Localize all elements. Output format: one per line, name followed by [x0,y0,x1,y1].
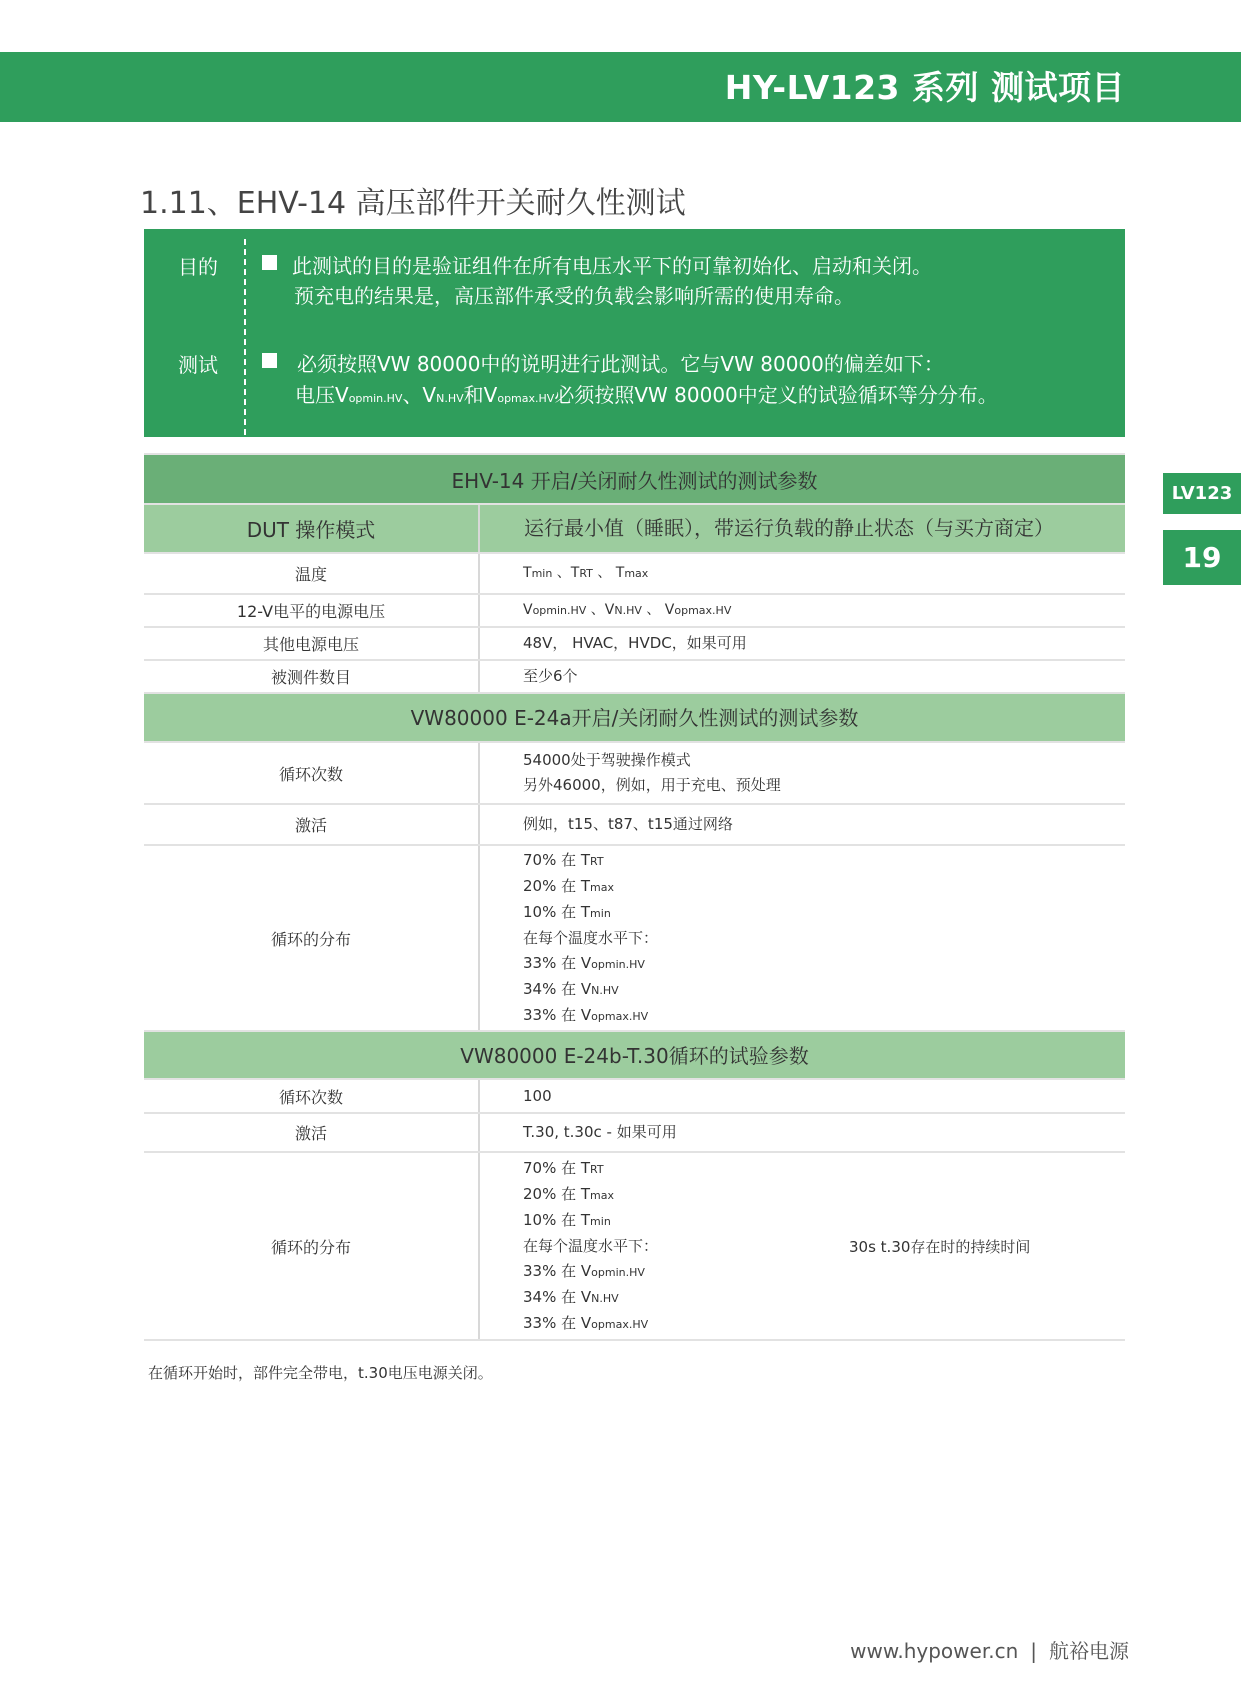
table-row [144,1114,1125,1153]
table-row [144,1080,1125,1114]
table-row [144,628,1125,661]
row-label: 被测件数目 [144,661,480,692]
table-row [144,743,1125,805]
table-row [144,805,1125,846]
footer [850,1635,1129,1664]
footer-url[interactable]: www.hypower.cn [850,1639,1019,1663]
table-header-row [144,505,1125,554]
test-parameter-table [144,453,1125,1341]
value-line: 33% 在 Vopmin.HV [523,953,645,972]
table-row [144,1153,1125,1341]
bullet-square-icon [262,255,277,270]
purpose-box [144,229,1125,437]
row-value: 至少6个 [523,667,578,685]
row-label: 12-V电平的电源电压 [144,595,480,626]
value-line: 在每个温度水平下： [523,928,659,947]
value-line: 33% 在 Vopmax.HV [523,1005,649,1024]
footnote: 在循环开始时，部件完全带电，t.30电压电源关闭。 [148,1364,493,1382]
value-line: 20% 在 Tmax [523,876,615,895]
value-line: 34% 在 VN.HV [523,1287,619,1306]
footer-company: 航裕电源 [1049,1639,1129,1663]
table-title: EHV-14 开启/关闭耐久性测试的测试参数 [144,453,1125,505]
table-row [144,661,1125,694]
row-label: 激活 [144,805,480,844]
row-value: Vopmin.HV 、VN.HV 、 Vopmax.HV [523,602,732,618]
value-line: 54000处于驾驶操作模式 [523,751,691,769]
row-label: 循环次数 [144,1080,480,1112]
table-row [144,554,1125,595]
value-line: 在每个温度水平下： [523,1236,659,1255]
row-value: 100 [523,1086,552,1105]
header-right: 运行最小值（睡眠），带运行负载的静止状态（与买方商定） [524,516,1054,540]
page-number: 19 [1163,530,1241,585]
bullet-square-icon [262,353,277,368]
row-label: 循环的分布 [144,846,480,1030]
row-label: 温度 [144,554,480,593]
duration-note: 30s t.30存在时的持续时间 [849,1237,1031,1256]
value-line: 70% 在 TRT [523,1158,604,1177]
row-value: T.30, t.30c - 如果可用 [523,1123,677,1141]
row-value: Tmin 、TRT 、 Tmax [523,565,649,581]
footer-separator: | [1030,1639,1037,1663]
value-line: 70% 在 TRT [523,850,604,869]
purpose-label: 目的 [178,255,218,279]
header-bar [0,52,1241,122]
row-value: 48V， HVAC，HVDC，如果可用 [523,634,747,652]
value-line: 10% 在 Tmin [523,902,611,921]
side-tab-label: LV123 [1163,473,1241,514]
table-section-title: VW80000 E-24b-T.30循环的试验参数 [144,1032,1125,1080]
value-line: 20% 在 Tmax [523,1184,615,1203]
row-label: 循环次数 [144,743,480,803]
row-label: 循环的分布 [144,1153,480,1339]
value-line: 另外46000，例如，用于充电、预处理 [523,776,781,794]
table-section-title: VW80000 E-24a开启/关闭耐久性测试的测试参数 [144,694,1125,743]
value-line: 10% 在 Tmin [523,1210,611,1229]
row-value [523,846,1125,1030]
table-row [144,846,1125,1032]
header-title: HY-LV123 系列 测试项目 [724,68,1125,107]
test-line: 电压Vopmin.HV、VN.HV和Vopmax.HV必须按照VW 80000中定义的试验循环等分分布。 [295,383,998,407]
section-title: 1.11、EHV-14 高压部件开关耐久性测试 [140,186,686,221]
value-line: 34% 在 VN.HV [523,979,619,998]
value-line: 33% 在 Vopmin.HV [523,1261,645,1280]
row-value: 例如，t15、t87、t15通过网络 [523,815,733,833]
test-label: 测试 [178,353,218,377]
purpose-line: 此测试的目的是验证组件在所有电压水平下的可靠初始化、启动和关闭。 [292,254,932,278]
row-value [523,743,1125,803]
test-line: 必须按照VW 80000中的说明进行此测试。它与VW 80000的偏差如下： [297,352,944,376]
row-label: 其他电源电压 [144,628,480,659]
header-left: DUT 操作模式 [144,505,480,552]
purpose-line: 预充电的结果是，高压部件承受的负载会影响所需的使用寿命。 [294,284,854,308]
value-line: 33% 在 Vopmax.HV [523,1313,649,1332]
dashed-divider [244,239,246,435]
row-label: 激活 [144,1114,480,1151]
table-row [144,595,1125,628]
row-value [523,1153,1125,1339]
